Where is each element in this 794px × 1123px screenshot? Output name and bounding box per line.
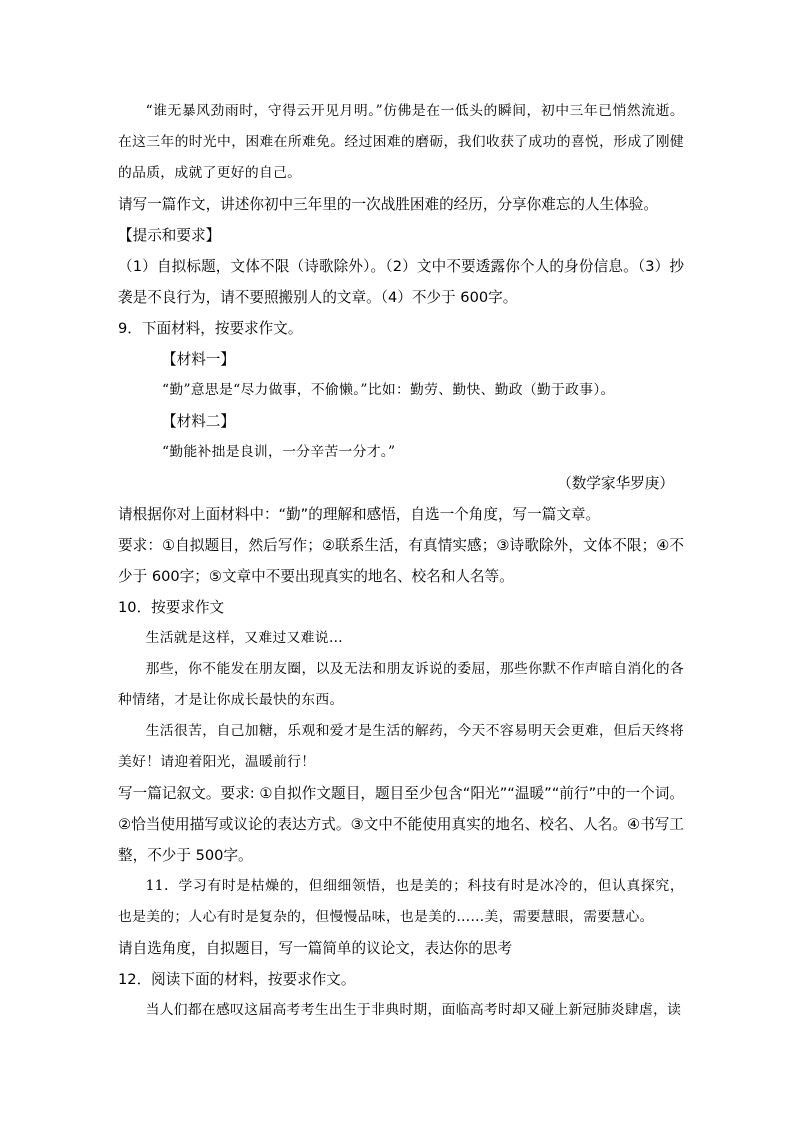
hint-requirements: （1）自拟标题，文体不限（诗歌除外）。（2）文中不要透露你个人的身份信息。（3）抄袭是不良行为，请不要照搬别人的文章。（4）不少于 600字。 (118, 258, 684, 306)
question-9-heading: 9．下面材料，按要求作文。 (118, 320, 303, 337)
question-10-line-1: 生活就是这样，又难过又难说… (145, 630, 343, 646)
question-12-heading: 12．阅读下面的材料，按要求作文。 (118, 971, 356, 988)
material-2-source: （数学家华罗庚） (557, 475, 674, 492)
hint-heading: 【提示和要求】 (118, 227, 221, 244)
material-1-title: 【材料一】 (162, 351, 235, 368)
question-9-prompt: 请根据你对上面材料中：“勤”的理解和感悟，自选一个角度，写一篇文章。 (118, 506, 601, 523)
question-10-line-2: 那些，你不能发在朋友圈，以及无法和朋友诉说的委屈，那些你默不作声暗自消化的各种情绪，才是让你成长最快的东西。 (118, 661, 684, 708)
essay-intro-paragraph: “谁无暴风劲雨时，守得云开见月明。”仿佛是在一低头的瞬间，初中三年已悄然流逝。在这三年的时光中，困难在所难免。经过困难的磨砺，我们收获了成功的喜悦，形成了刚健的品质，成就了更好的自己。 (118, 103, 684, 181)
material-1-text: “勤”意思是“尽力做事，不偷懒。”比如：勤劳、勤快、勤政（勤于政事）。 (162, 382, 615, 398)
question-11-text: 11．学习有时是枯燥的，但细细领悟，也是美的；科技有时是冰冷的，但认真探究，也是美的；人心有时是复杂的，但慢慢品味，也是美的……美，需要慧眼，需要慧心。 (118, 878, 684, 925)
question-9-requirements: 要求：①自拟题目，然后写作；②联系生活，有真情实感；③诗歌除外，文体不限；④不少于 600字；⑤文章中不要出现真实的地名、校名和人名等。 (118, 537, 684, 585)
material-2-title: 【材料二】 (162, 413, 235, 430)
question-11-prompt: 请自选角度，自拟题目，写一篇简单的议论文，表达你的思考 (118, 940, 513, 957)
material-2-text: “勤能补拙是良训，一分辛苦一分才。” (162, 444, 396, 460)
essay-instruction: 请写一篇作文，讲述你初中三年里的一次战胜困难的经历，分享你难忘的人生体验。 (118, 196, 658, 213)
question-10-heading: 10．按要求作文 (118, 599, 225, 616)
question-10-line-3: 生活很苦，自己加糖，乐观和爱才是生活的解药，今天不容易明天会更难，但后天终将美好！请迎着阳光，温暖前行！ (118, 723, 684, 770)
question-10-requirements: 写一篇记叙文。要求: ①自拟作文题目，题目至少包含“阳光”“温暖”“前行”中的一个词。②恰当使用描写或议论的表达方式。③文中不能使用真实的地名、校名、人名。④书写工整，不少于 500字。 (118, 785, 684, 864)
question-12-text: 当人们都在感叹这届高考考生出生于非典时期，面临高考时却又碰上新冠肺炎肆虐，读 (145, 1002, 682, 1018)
